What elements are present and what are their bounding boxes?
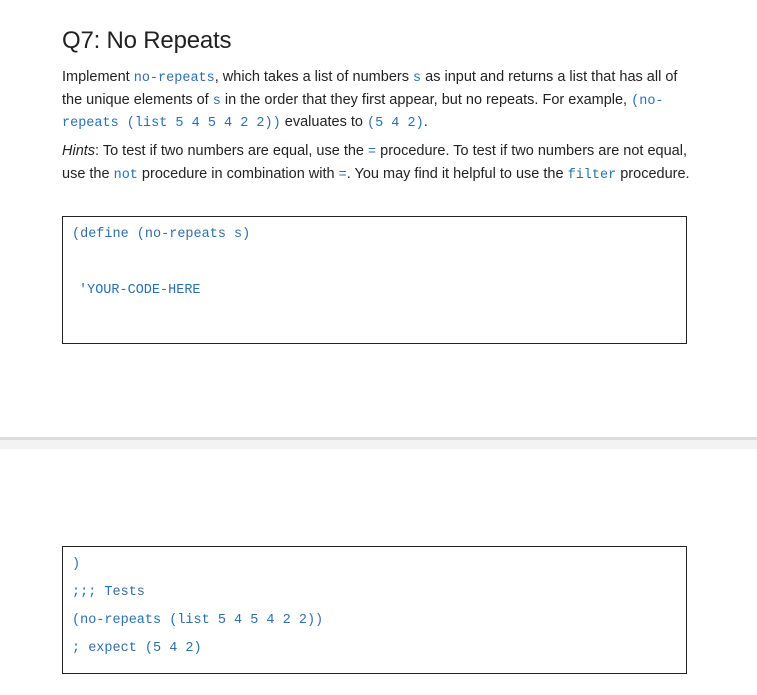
code-line-close-paren[interactable]: ) (72, 557, 81, 572)
desc-text: in the order that they first appear, but no repeats. For example, (220, 91, 632, 108)
question-title: Q7: No Repeats (62, 27, 232, 54)
hint-text: procedure. To test if two numbers are not equal, use the (62, 143, 687, 182)
hints-label: Hints (62, 143, 96, 159)
desc-text: evaluates to (280, 114, 367, 130)
code-line-define[interactable]: (define (no-repeats s) (72, 227, 251, 242)
inline-code-not: not (113, 167, 138, 183)
hint-text: procedure in combination with (137, 165, 339, 182)
hint-text: : To test if two numbers are equal, use the (95, 143, 369, 159)
question-description (62, 67, 692, 135)
hint-text: . You may find it helpful to use the (346, 165, 568, 182)
inline-code-no-repeats: no-repeats (133, 71, 215, 86)
code-line-expect[interactable]: ; expect (5 4 2) (72, 641, 202, 656)
desc-text: , which takes a list of numbers (214, 69, 413, 85)
question-hints (62, 141, 692, 186)
code-editor-bottom[interactable] (62, 546, 687, 674)
desc-text: . (423, 114, 428, 130)
inline-code-example-call: (no-repeats (list 5 4 5 4 2 2)) (62, 93, 664, 131)
desc-text: as input and returns a list that has all of the unique elements of (62, 69, 678, 108)
code-line-test-call[interactable]: (no-repeats (list 5 4 5 4 2 2)) (72, 613, 324, 628)
code-editor-top[interactable] (62, 216, 687, 344)
hint-text: procedure. (616, 165, 690, 182)
inline-code-equals: = (368, 145, 377, 160)
code-line-placeholder[interactable]: 'YOUR-CODE-HERE (79, 283, 201, 298)
inline-code-example-result: (5 4 2) (367, 116, 424, 131)
code-line-tests-comment[interactable]: ;;; Tests (72, 585, 145, 600)
inline-code-s: s (212, 93, 221, 109)
inline-code-filter: filter (567, 167, 617, 183)
cell-divider (0, 437, 757, 449)
desc-text: Implement (62, 69, 134, 85)
inline-code-equals: = (338, 167, 347, 183)
inline-code-s: s (413, 71, 422, 86)
